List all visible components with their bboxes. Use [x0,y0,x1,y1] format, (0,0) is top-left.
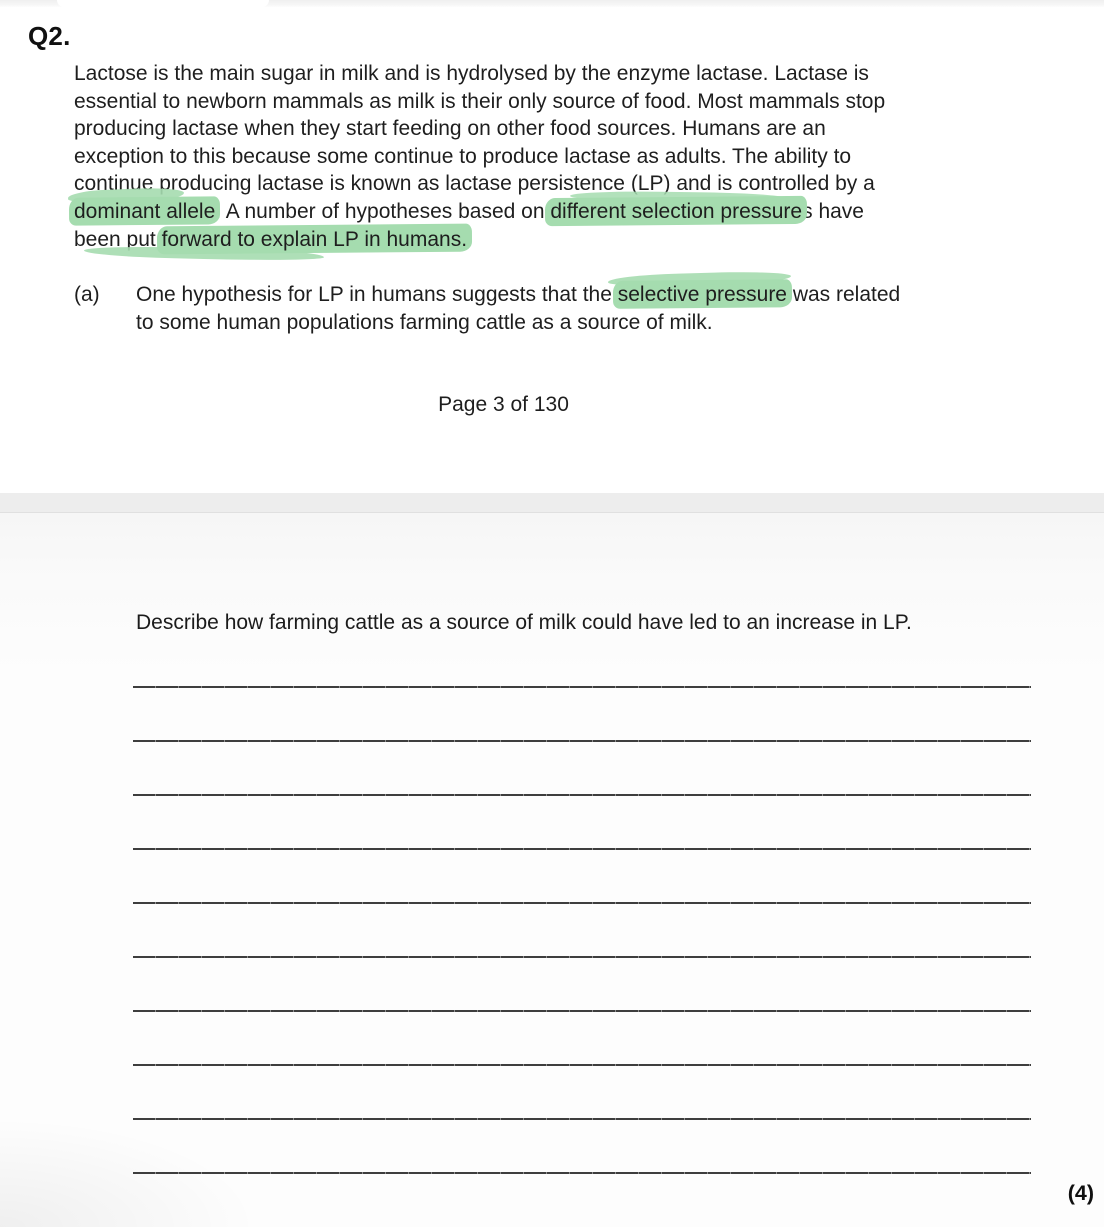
text-segment: continue producing lactase is known as lactase persistence (LP) and is controlled by a [74,172,875,196]
answer-line [133,796,1031,850]
part-a-text [136,281,900,336]
text-segment: been put [74,227,162,251]
text-segment: One hypothesis for LP in humans suggests that the [136,283,618,306]
text-segment: was related [787,283,901,306]
exam-page-top [0,0,1104,493]
question-text: Describe how farming cattle as a source of milk could have led to an increase in LP. [136,611,912,634]
exam-page-bottom [0,513,1104,1227]
top-tab [57,0,269,7]
text-line [74,88,885,116]
text-line [136,309,900,337]
part-a-label: (a) [74,283,100,306]
text-line [74,60,885,88]
highlighted-text: forward to explain LP in humans. [161,227,468,251]
answer-line [133,1012,1031,1066]
highlighted-text: different selection pressure [550,199,803,223]
answer-line [133,850,1031,904]
answer-line [133,688,1031,742]
text-segment: to some human populations farming cattle as a source of milk. [136,310,713,334]
answer-lines [133,634,1031,1174]
text-segment: . A number of hypotheses based on [215,199,551,223]
answer-line [133,1066,1031,1120]
marks-label: (4) [1067,1181,1094,1205]
answer-line [133,742,1031,796]
text-line [74,226,885,254]
answer-line [133,634,1031,688]
answer-line [133,904,1031,958]
answer-line [133,1120,1031,1174]
text-line [74,115,885,143]
page-indicator: Page 3 of 130 [438,393,569,416]
text-line [74,143,885,171]
intro-paragraph [74,60,885,253]
highlighted-text: dominant allele [74,199,216,223]
part-a-section [74,281,900,336]
text-segment: s have [802,199,864,223]
text-segment: producing lactase when they start feeding on other food sources. Humans are an [74,117,826,141]
text-segment: essential to newborn mammals as milk is their only source of food. Most mammals stop [74,89,886,113]
answer-line [133,958,1031,1012]
text-line [74,198,885,226]
text-segment: Lactose is the main sugar in milk and is hydrolysed by the enzyme lactase. Lactase is [74,62,869,85]
highlighted-text: selective pressure [617,283,787,306]
page-separator [0,493,1104,513]
text-segment: exception to this because some continue to produce lactase as adults. The ability to [74,144,852,168]
top-edge-strip [0,0,1104,7]
text-line [136,281,900,309]
question-number: Q2. [28,21,71,51]
